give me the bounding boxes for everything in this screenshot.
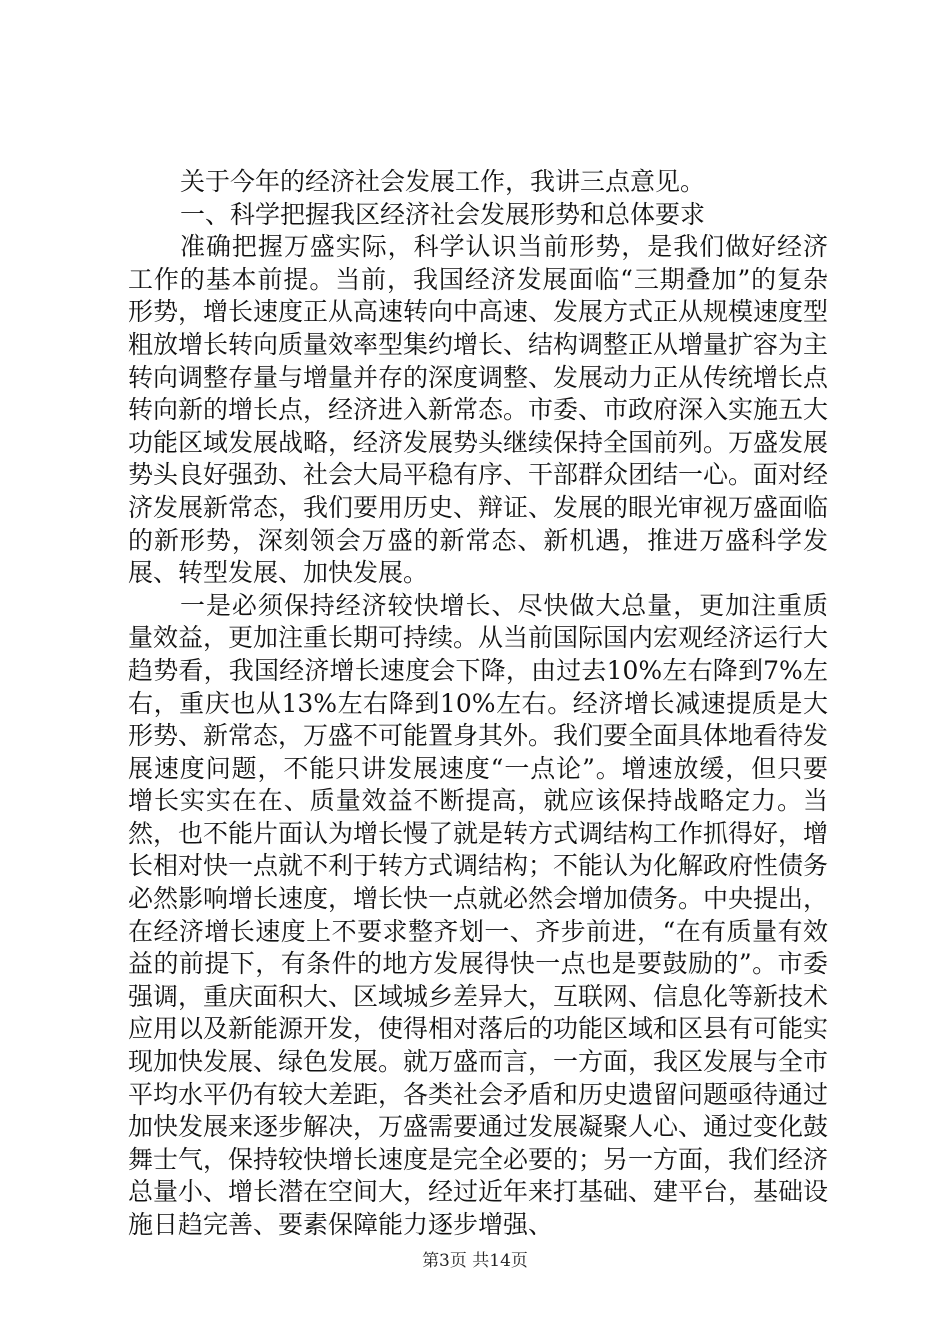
document-body (128, 166, 828, 1242)
body-paragraph: 准确把握万盛实际，科学认识当前形势，是我们做好经济工作的基本前提。当前，我国经济发展面临“三期叠加”的复杂形势，增长速度正从高速转向中高速、发展方式正从规模速度型粗放增长转向质量效率型集约增长、结构调整正从增量扩容为主转向调整存量与增量并存的深度调整、发展动力正从传统增长点转向新的增长点，经济进入新常态。市委、市政府深入实施五大功能区域发展战略，经济发展势头继续保持全国前列。万盛发展势头良好强劲、社会大局平稳有序、干部群众团结一心。面对经济发展新常态，我们要用历史、辩证、发展的眼光审视万盛面临的新形势，深刻领会万盛的新常态、新机遇，推进万盛科学发展、转型发展、加快发展。 (128, 232, 829, 588)
body-paragraph: 一是必须保持经济较快增长、尽快做大总量，更加注重质量效益，更加注重长期可持续。从当前国际国内宏观经济运行大趋势看，我国经济增长速度会下降，由过去10%左右降到7%左右，重庆也从13%左右降到10%左右。经济增长减速提质是大形势、新常态，万盛不可能置身其外。我们要全面具体地看待发展速度问题，不能只讲发展速度“一点论”。增速放缓，但只要增长实实在在、质量效益不断提高，就应该保持战略定力。当然，也不能片面认为增长慢了就是转方式调结构工作抓得好，增长相对快一点就不利于转方式调结构；不能认为化解政府性债务必然影响增长速度，增长快一点就必然会增加债务。中央提出，在经济增长速度上不要求整齐划一、齐步前进，“在有质量有效益的前提下，有条件的地方发展得快一点也是要鼓励的”。市委强调，重庆面积大、区域城乡差异大，互联网、信息化等新技术应用以及新能源开发，使得相对落后的功能区域和区县有可能实现加快发展、绿色发展。就万盛而言，一方面，我区发展与全市平均水平仍有较大差距，各类社会矛盾和历史遗留问题亟待通过加快发展来逐步解决，万盛需要通过发展凝聚人心、通过变化鼓舞士气，保持较快增长速度是完全必要的；另一方面，我们经济总量小、增长潜在空间大，经过近年来打基础、建平台，基础设施日趋完善、要素保障能力逐步增强、 (128, 590, 829, 1239)
section-heading: 一、科学把握我区经济社会发展形势和总体要求 (180, 199, 706, 229)
page-footer: 第3页 共14页 (422, 1251, 528, 1271)
intro-paragraph: 关于今年的经济社会发展工作，我讲三点意见。 (180, 167, 706, 196)
